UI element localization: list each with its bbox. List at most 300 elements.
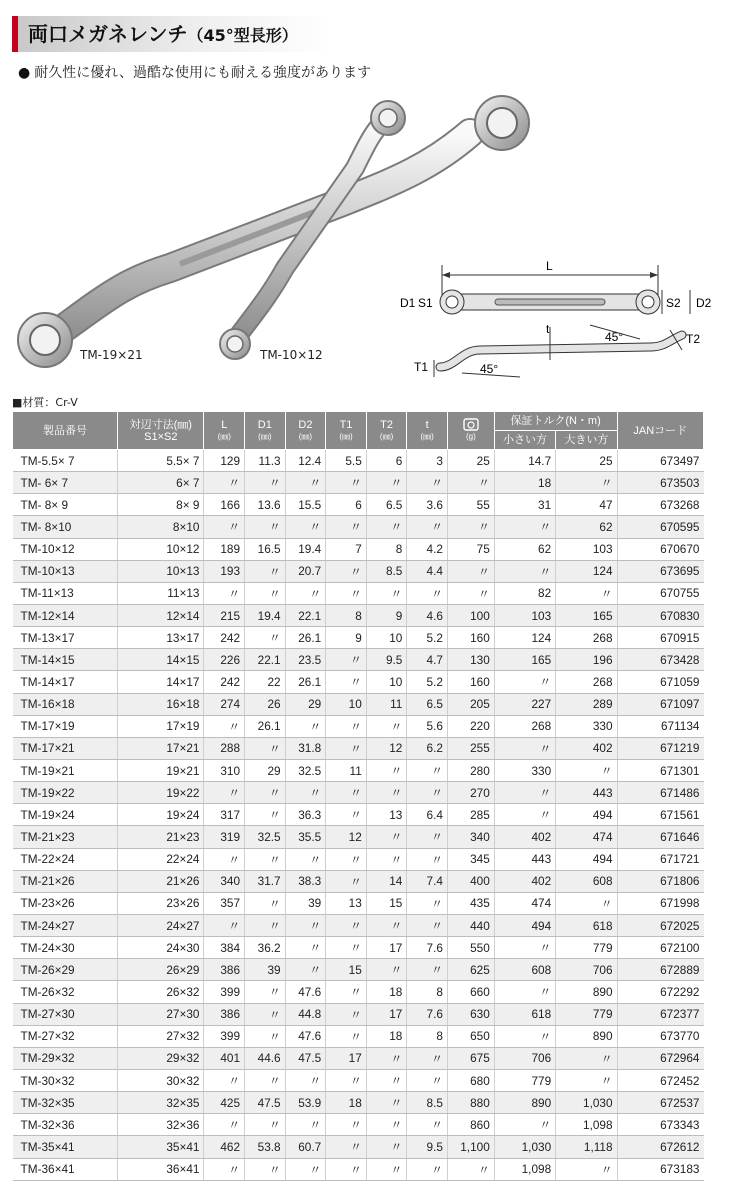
cell-weight: 160 xyxy=(447,627,494,649)
cell-weight: 〃 xyxy=(447,516,494,538)
cell-L: 189 xyxy=(204,538,245,560)
cell-size: 21×23 xyxy=(118,826,204,848)
table-row xyxy=(13,649,704,671)
cell-torque-large: 494 xyxy=(556,848,617,870)
cell-t: 〃 xyxy=(407,1114,448,1136)
cell-D2: 35.5 xyxy=(285,826,326,848)
cell-T2: 〃 xyxy=(366,782,407,804)
cell-t: 3 xyxy=(407,450,448,472)
cell-t: 〃 xyxy=(407,1069,448,1091)
cell-T2: 14 xyxy=(366,870,407,892)
cell-torque-small: 〃 xyxy=(494,560,555,582)
cell-weight: 880 xyxy=(447,1092,494,1114)
cell-L: 〃 xyxy=(204,782,245,804)
cell-t: 4.2 xyxy=(407,538,448,560)
cell-L: 386 xyxy=(204,1003,245,1025)
cell-model: TM-26×29 xyxy=(13,959,118,981)
cell-T2: 〃 xyxy=(366,1069,407,1091)
cell-D2: 47.5 xyxy=(285,1047,326,1069)
feature-text xyxy=(18,62,371,82)
cell-T2: 10 xyxy=(366,627,407,649)
cell-T2: 〃 xyxy=(366,848,407,870)
cell-weight: 205 xyxy=(447,693,494,715)
cell-jan: 672612 xyxy=(617,1136,703,1158)
cell-D1: 13.6 xyxy=(245,494,286,516)
cell-t: 4.6 xyxy=(407,604,448,626)
cell-model: TM-17×21 xyxy=(13,737,118,759)
cell-weight: 〃 xyxy=(447,1158,494,1180)
cell-D1: 26.1 xyxy=(245,715,286,737)
cell-D1: 〃 xyxy=(245,737,286,759)
dim-T2-label: T2 xyxy=(686,332,701,346)
header-weight: (g) xyxy=(447,412,494,450)
cell-jan: 672292 xyxy=(617,981,703,1003)
cell-L: 288 xyxy=(204,737,245,759)
cell-D2: 19.4 xyxy=(285,538,326,560)
bullet-icon: ● xyxy=(18,65,31,81)
cell-L: 〃 xyxy=(204,472,245,494)
cell-weight: 220 xyxy=(447,715,494,737)
cell-torque-small: 1,030 xyxy=(494,1136,555,1158)
dim-S2-label: S2 xyxy=(666,296,681,310)
cell-torque-small: 474 xyxy=(494,892,555,914)
cell-size: 8×10 xyxy=(118,516,204,538)
cell-model: TM-11×13 xyxy=(13,582,118,604)
cell-D2: 47.6 xyxy=(285,1025,326,1047)
table-row xyxy=(13,1069,704,1091)
cell-torque-large: 289 xyxy=(556,693,617,715)
cell-torque-small: 402 xyxy=(494,870,555,892)
cell-model: TM-5.5× 7 xyxy=(13,450,118,472)
header-t: t (㎜) xyxy=(407,412,448,450)
cell-torque-large: 890 xyxy=(556,1025,617,1047)
cell-model: TM-12×14 xyxy=(13,604,118,626)
cell-torque-large: 618 xyxy=(556,914,617,936)
header-size: 対辺寸法(㎜) S1×S2 xyxy=(118,412,204,450)
cell-T1: 8 xyxy=(326,604,367,626)
cell-D2: 31.8 xyxy=(285,737,326,759)
cell-jan: 672100 xyxy=(617,937,703,959)
cell-model: TM-29×32 xyxy=(13,1047,118,1069)
cell-D2: 〃 xyxy=(285,937,326,959)
cell-model: TM-19×21 xyxy=(13,759,118,781)
dim-angle1-label: 45° xyxy=(480,362,499,376)
table-row xyxy=(13,1003,704,1025)
cell-T2: 〃 xyxy=(366,1092,407,1114)
cell-t: 6.2 xyxy=(407,737,448,759)
cell-t: 5.2 xyxy=(407,671,448,693)
cell-t: 〃 xyxy=(407,1047,448,1069)
cell-model: TM-21×26 xyxy=(13,870,118,892)
cell-weight: 280 xyxy=(447,759,494,781)
cell-L: 129 xyxy=(204,450,245,472)
cell-size: 17×21 xyxy=(118,737,204,759)
cell-T2: 〃 xyxy=(366,1136,407,1158)
cell-D2: 29 xyxy=(285,693,326,715)
cell-weight: 675 xyxy=(447,1047,494,1069)
cell-model: TM- 8×10 xyxy=(13,516,118,538)
cell-D2: 39 xyxy=(285,892,326,914)
cell-size: 19×24 xyxy=(118,804,204,826)
cell-weight: 130 xyxy=(447,649,494,671)
cell-torque-small: 103 xyxy=(494,604,555,626)
table-row xyxy=(13,782,704,804)
cell-T1: 〃 xyxy=(326,1114,367,1136)
table-row xyxy=(13,560,704,582)
cell-torque-small: 〃 xyxy=(494,737,555,759)
cell-T1: 〃 xyxy=(326,649,367,671)
cell-T2: 6 xyxy=(366,450,407,472)
cell-D1: 〃 xyxy=(245,516,286,538)
cell-T2: 17 xyxy=(366,937,407,959)
cell-D2: 32.5 xyxy=(285,759,326,781)
cell-T2: 〃 xyxy=(366,715,407,737)
cell-D1: 〃 xyxy=(245,804,286,826)
cell-weight: 650 xyxy=(447,1025,494,1047)
cell-jan: 670915 xyxy=(617,627,703,649)
cell-D1: 22 xyxy=(245,671,286,693)
cell-T2: 8.5 xyxy=(366,560,407,582)
cell-weight: 435 xyxy=(447,892,494,914)
cell-t: 9.5 xyxy=(407,1136,448,1158)
cell-T2: 17 xyxy=(366,1003,407,1025)
cell-jan: 671134 xyxy=(617,715,703,737)
table-row xyxy=(13,870,704,892)
cell-size: 23×26 xyxy=(118,892,204,914)
cell-jan: 673497 xyxy=(617,450,703,472)
table-row xyxy=(13,671,704,693)
cell-T2: 〃 xyxy=(366,1114,407,1136)
cell-torque-small: 608 xyxy=(494,959,555,981)
table-row xyxy=(13,1158,704,1180)
cell-torque-small: 779 xyxy=(494,1069,555,1091)
cell-D2: 26.1 xyxy=(285,671,326,693)
cell-t: 〃 xyxy=(407,472,448,494)
cell-jan: 673428 xyxy=(617,649,703,671)
cell-jan: 670595 xyxy=(617,516,703,538)
cell-T2: 18 xyxy=(366,1025,407,1047)
cell-T2: 〃 xyxy=(366,959,407,981)
cell-weight: 345 xyxy=(447,848,494,870)
cell-model: TM-10×12 xyxy=(13,538,118,560)
spec-table-body xyxy=(13,450,704,1181)
cell-torque-small: 62 xyxy=(494,538,555,560)
cell-D1: 〃 xyxy=(245,627,286,649)
cell-T1: 〃 xyxy=(326,560,367,582)
table-row xyxy=(13,1047,704,1069)
cell-jan: 671486 xyxy=(617,782,703,804)
cell-t: 6.4 xyxy=(407,804,448,826)
cell-weight: 285 xyxy=(447,804,494,826)
cell-T1: 12 xyxy=(326,826,367,848)
cell-weight: 400 xyxy=(447,870,494,892)
cell-D1: 〃 xyxy=(245,1003,286,1025)
cell-L: 425 xyxy=(204,1092,245,1114)
cell-jan: 672377 xyxy=(617,1003,703,1025)
cell-model: TM-23×26 xyxy=(13,892,118,914)
cell-model: TM-21×23 xyxy=(13,826,118,848)
spec-table xyxy=(12,411,704,1181)
table-row xyxy=(13,604,704,626)
cell-model: TM-30×32 xyxy=(13,1069,118,1091)
cell-L: 462 xyxy=(204,1136,245,1158)
cell-t: 4.7 xyxy=(407,649,448,671)
header-jan: JANコード xyxy=(617,412,703,450)
cell-L: 〃 xyxy=(204,1069,245,1091)
table-row xyxy=(13,715,704,737)
cell-torque-small: 1,098 xyxy=(494,1158,555,1180)
cell-L: 399 xyxy=(204,1025,245,1047)
cell-T2: 9.5 xyxy=(366,649,407,671)
cell-model: TM-24×27 xyxy=(13,914,118,936)
cell-model: TM-19×24 xyxy=(13,804,118,826)
cell-T2: 〃 xyxy=(366,1158,407,1180)
cell-size: 12×14 xyxy=(118,604,204,626)
cell-D2: 12.4 xyxy=(285,450,326,472)
table-row xyxy=(13,914,704,936)
cell-D1: 47.5 xyxy=(245,1092,286,1114)
cell-t: 〃 xyxy=(407,759,448,781)
cell-D2: 36.3 xyxy=(285,804,326,826)
cell-torque-large: 268 xyxy=(556,627,617,649)
cell-model: TM-35×41 xyxy=(13,1136,118,1158)
cell-torque-small: 〃 xyxy=(494,782,555,804)
cell-model: TM-24×30 xyxy=(13,937,118,959)
table-row xyxy=(13,693,704,715)
cell-size: 13×17 xyxy=(118,627,204,649)
cell-T2: 10 xyxy=(366,671,407,693)
cell-t: 7.6 xyxy=(407,1003,448,1025)
dim-angle2-label: 45° xyxy=(605,330,624,344)
header-torque-large: 大きい方 xyxy=(556,431,617,450)
cell-torque-large: 〃 xyxy=(556,1069,617,1091)
cell-t: 〃 xyxy=(407,826,448,848)
cell-weight: 660 xyxy=(447,981,494,1003)
table-row xyxy=(13,759,704,781)
table-row xyxy=(13,826,704,848)
cell-D2: 23.5 xyxy=(285,649,326,671)
cell-D1: 11.3 xyxy=(245,450,286,472)
cell-L: 310 xyxy=(204,759,245,781)
cell-D2: 〃 xyxy=(285,914,326,936)
cell-torque-large: 1,118 xyxy=(556,1136,617,1158)
cell-D2: 〃 xyxy=(285,516,326,538)
cell-D2: 47.6 xyxy=(285,981,326,1003)
cell-D2: 〃 xyxy=(285,1114,326,1136)
cell-torque-small: 18 xyxy=(494,472,555,494)
cell-torque-large: 〃 xyxy=(556,472,617,494)
cell-D2: 〃 xyxy=(285,782,326,804)
cell-D1: 〃 xyxy=(245,892,286,914)
cell-size: 19×21 xyxy=(118,759,204,781)
cell-size: 10×13 xyxy=(118,560,204,582)
cell-jan: 673343 xyxy=(617,1114,703,1136)
cell-D1: 〃 xyxy=(245,981,286,1003)
cell-T2: 6.5 xyxy=(366,494,407,516)
cell-L: 〃 xyxy=(204,848,245,870)
cell-T1: 〃 xyxy=(326,870,367,892)
cell-torque-large: 779 xyxy=(556,937,617,959)
cell-jan: 672025 xyxy=(617,914,703,936)
cell-torque-small: 124 xyxy=(494,627,555,649)
cell-t: 5.2 xyxy=(407,627,448,649)
cell-T1: 〃 xyxy=(326,981,367,1003)
scale-icon xyxy=(463,418,479,431)
cell-T1: 〃 xyxy=(326,782,367,804)
cell-D1: 〃 xyxy=(245,1114,286,1136)
cell-torque-large: 779 xyxy=(556,1003,617,1025)
cell-D1: 31.7 xyxy=(245,870,286,892)
table-row xyxy=(13,804,704,826)
product-title-bar xyxy=(12,16,330,52)
cell-D1: 〃 xyxy=(245,472,286,494)
cell-T2: 18 xyxy=(366,981,407,1003)
cell-model: TM-36×41 xyxy=(13,1158,118,1180)
cell-t: 〃 xyxy=(407,516,448,538)
cell-size: 27×32 xyxy=(118,1025,204,1047)
cell-D2: 〃 xyxy=(285,959,326,981)
cell-D2: 〃 xyxy=(285,715,326,737)
cell-torque-large: 〃 xyxy=(556,892,617,914)
cell-model: TM-14×17 xyxy=(13,671,118,693)
cell-L: 340 xyxy=(204,870,245,892)
cell-size: 16×18 xyxy=(118,693,204,715)
cell-L: 〃 xyxy=(204,715,245,737)
cell-size: 36×41 xyxy=(118,1158,204,1180)
dim-T1-label: T1 xyxy=(414,360,429,374)
cell-D1: 19.4 xyxy=(245,604,286,626)
product-title: 両口メガネレンチ xyxy=(28,22,188,46)
header-T2: T2 (㎜) xyxy=(366,412,407,450)
table-row xyxy=(13,494,704,516)
table-row xyxy=(13,450,704,472)
cell-T1: 10 xyxy=(326,693,367,715)
cell-model: TM-26×32 xyxy=(13,981,118,1003)
header-torque-small: 小さい方 xyxy=(494,431,555,450)
dim-t-label: t xyxy=(546,322,550,336)
cell-T1: 〃 xyxy=(326,516,367,538)
cell-t: 8.5 xyxy=(407,1092,448,1114)
cell-T1: 〃 xyxy=(326,715,367,737)
cell-weight: 75 xyxy=(447,538,494,560)
cell-size: 21×26 xyxy=(118,870,204,892)
cell-D1: 〃 xyxy=(245,1158,286,1180)
cell-t: 〃 xyxy=(407,892,448,914)
cell-size: 24×27 xyxy=(118,914,204,936)
cell-model: TM-19×22 xyxy=(13,782,118,804)
cell-weight: 25 xyxy=(447,450,494,472)
feature-description: 耐久性に優れ、過酷な使用にも耐える強度があります xyxy=(34,65,372,81)
cell-size: 30×32 xyxy=(118,1069,204,1091)
cell-D1: 〃 xyxy=(245,582,286,604)
cell-L: 386 xyxy=(204,959,245,981)
cell-torque-small: 330 xyxy=(494,759,555,781)
cell-t: 8 xyxy=(407,1025,448,1047)
table-row xyxy=(13,959,704,981)
cell-size: 35×41 xyxy=(118,1136,204,1158)
cell-torque-large: 165 xyxy=(556,604,617,626)
cell-T1: 〃 xyxy=(326,804,367,826)
cell-T2: 〃 xyxy=(366,472,407,494)
cell-torque-small: 443 xyxy=(494,848,555,870)
cell-torque-large: 1,098 xyxy=(556,1114,617,1136)
cell-torque-large: 1,030 xyxy=(556,1092,617,1114)
cell-t: 〃 xyxy=(407,582,448,604)
cell-size: 29×32 xyxy=(118,1047,204,1069)
table-row xyxy=(13,1136,704,1158)
cell-torque-large: 124 xyxy=(556,560,617,582)
cell-model: TM-27×32 xyxy=(13,1025,118,1047)
cell-jan: 670755 xyxy=(617,582,703,604)
table-row xyxy=(13,848,704,870)
cell-L: 193 xyxy=(204,560,245,582)
cell-T2: 13 xyxy=(366,804,407,826)
cell-size: 22×24 xyxy=(118,848,204,870)
cell-jan: 671646 xyxy=(617,826,703,848)
cell-L: 226 xyxy=(204,649,245,671)
cell-T2: 〃 xyxy=(366,582,407,604)
cell-t: 〃 xyxy=(407,782,448,804)
cell-size: 27×30 xyxy=(118,1003,204,1025)
header-L: L (㎜) xyxy=(204,412,245,450)
cell-model: TM-32×35 xyxy=(13,1092,118,1114)
cell-size: 8× 9 xyxy=(118,494,204,516)
cell-L: 〃 xyxy=(204,516,245,538)
cell-size: 24×30 xyxy=(118,937,204,959)
cell-t: 8 xyxy=(407,981,448,1003)
label-large-wrench: TM-19×21 xyxy=(80,348,143,362)
cell-size: 14×15 xyxy=(118,649,204,671)
cell-L: 〃 xyxy=(204,1114,245,1136)
cell-D1: 22.1 xyxy=(245,649,286,671)
cell-torque-small: 31 xyxy=(494,494,555,516)
dim-D1-label: D1 xyxy=(400,296,416,310)
cell-torque-large: 196 xyxy=(556,649,617,671)
header-D2: D2 (㎜) xyxy=(285,412,326,450)
cell-T1: 〃 xyxy=(326,937,367,959)
cell-torque-large: 〃 xyxy=(556,1047,617,1069)
cell-L: 242 xyxy=(204,671,245,693)
cell-D2: 44.8 xyxy=(285,1003,326,1025)
cell-jan: 671059 xyxy=(617,671,703,693)
cell-D2: 60.7 xyxy=(285,1136,326,1158)
cell-jan: 670670 xyxy=(617,538,703,560)
cell-L: 357 xyxy=(204,892,245,914)
cell-weight: 55 xyxy=(447,494,494,516)
cell-T2: 〃 xyxy=(366,914,407,936)
cell-torque-large: 〃 xyxy=(556,582,617,604)
cell-L: 〃 xyxy=(204,582,245,604)
table-row xyxy=(13,937,704,959)
cell-D1: 32.5 xyxy=(245,826,286,848)
cell-T2: 12 xyxy=(366,737,407,759)
cell-D1: 53.8 xyxy=(245,1136,286,1158)
table-row xyxy=(13,737,704,759)
cell-L: 〃 xyxy=(204,1158,245,1180)
cell-D1: 16.5 xyxy=(245,538,286,560)
cell-torque-small: 890 xyxy=(494,1092,555,1114)
cell-T1: 〃 xyxy=(326,848,367,870)
cell-D2: 〃 xyxy=(285,848,326,870)
cell-T1: 〃 xyxy=(326,1025,367,1047)
cell-t: 〃 xyxy=(407,914,448,936)
cell-t: 5.6 xyxy=(407,715,448,737)
cell-torque-large: 608 xyxy=(556,870,617,892)
cell-L: 319 xyxy=(204,826,245,848)
cell-torque-large: 〃 xyxy=(556,1158,617,1180)
cell-L: 399 xyxy=(204,981,245,1003)
cell-size: 10×12 xyxy=(118,538,204,560)
